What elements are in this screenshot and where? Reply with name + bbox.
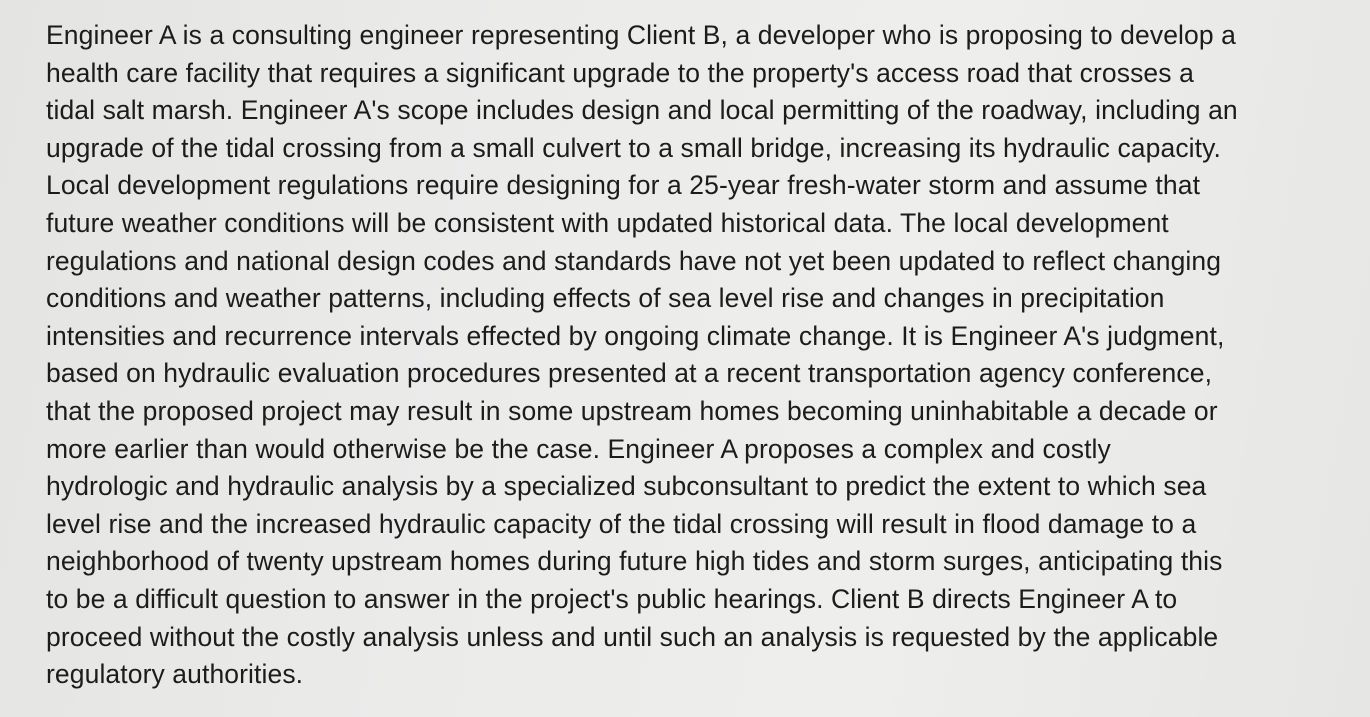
passage-line: conditions and weather patterns, including effects of sea level rise and changes in precipitation [46, 283, 1165, 314]
passage-line: to be a difficult question to answer in the project's public hearings. Client B directs Engineer A to [46, 583, 1178, 614]
passage-line: that the proposed project may result in some upstream homes becoming uninhabitable a decade or [46, 395, 1218, 426]
passage-line: intensities and recurrence intervals effected by ongoing climate change. It is Engineer A's judgment, [46, 320, 1225, 351]
passage-line: health care facility that requires a significant upgrade to the property's access road that crosses a [46, 57, 1194, 88]
passage-line: proceed without the costly analysis unless and until such an analysis is requested by the applicable [46, 621, 1219, 652]
passage-line: regulations and national design codes and standards have not yet been updated to reflect changing [46, 245, 1222, 276]
case-passage [46, 17, 1356, 694]
passage-line: Engineer A is a consulting engineer representing Client B, a developer who is proposing to develop a [46, 20, 1237, 50]
passage-line: hydrologic and hydraulic analysis by a specialized subconsultant to predict the extent to which sea [46, 471, 1207, 502]
passage-line: based on hydraulic evaluation procedures presented at a recent transportation agency conference, [46, 358, 1213, 389]
passage-line: neighborhood of twenty upstream homes during future high tides and storm surges, anticipating this [46, 546, 1223, 577]
passage-line: upgrade of the tidal crossing from a small culvert to a small bridge, increasing its hydraulic capacity. [46, 132, 1221, 163]
passage-line: more earlier than would otherwise be the case. Engineer A proposes a complex and costly [46, 433, 1111, 464]
passage-line: tidal salt marsh. Engineer A's scope includes design and local permitting of the roadway, including an [46, 95, 1238, 126]
passage-line: regulatory authorities. [46, 659, 304, 690]
passage-line: Local development regulations require designing for a 25-year fresh-water storm and assume that [46, 170, 1201, 201]
passage-line: level rise and the increased hydraulic capacity of the tidal crossing will result in flood damage to a [46, 508, 1197, 539]
passage-line: future weather conditions will be consistent with updated historical data. The local development [46, 207, 1169, 238]
